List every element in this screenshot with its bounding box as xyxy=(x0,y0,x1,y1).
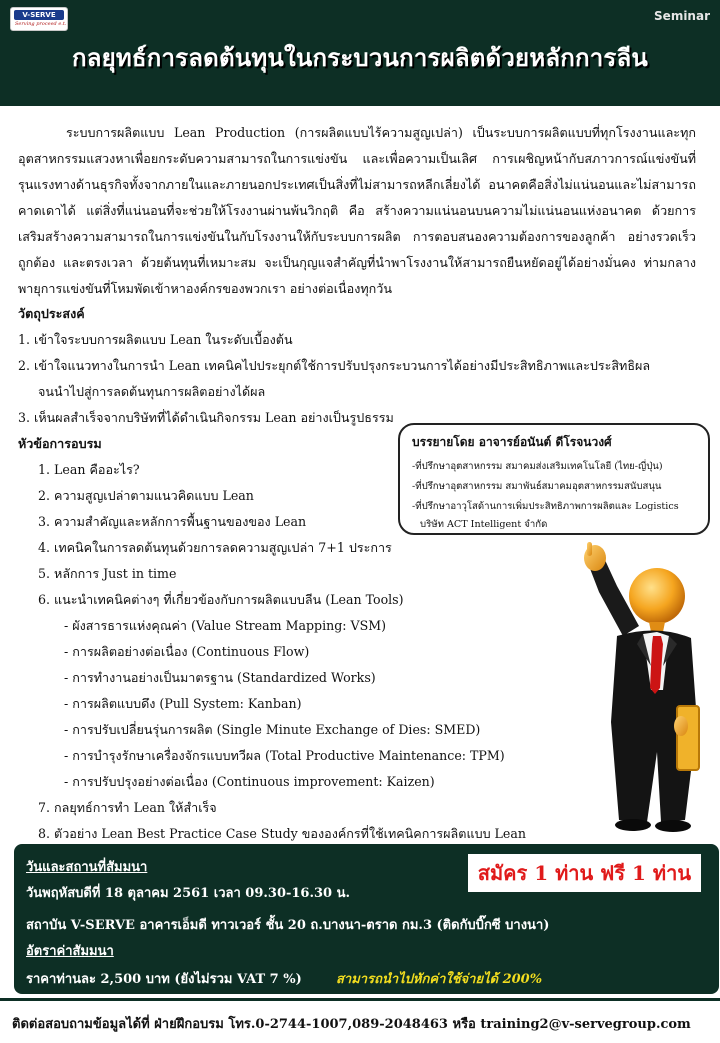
topic-item: 5. หลักการ Just in time xyxy=(38,566,177,581)
tax-deduction-note: สามารถนำไปหักค่าใช้จ่ายได้ 200% xyxy=(336,972,543,987)
topic-item: 6. แนะนำเทคนิคต่างๆ ที่เกี่ยวข้องกับการผลิตแบบลีน (Lean Tools) xyxy=(38,592,404,607)
lean-tool-item: - การปรับเปลี่ยนรุ่นการผลิต (Single Minute Exchange of Dies: SMED) xyxy=(64,722,481,737)
logo-tagline: Serving proceed e.t. xyxy=(15,21,67,27)
intro-paragraph: ระบบการผลิตแบบ Lean Production (การผลิตแบบไร้ความสูญเปล่า) เป็นระบบการผลิตแบบที่ทุกโรงงานและทุกอุตสาหกรรมแสวงหาเพื่อยกระดับความสามารถในการแข่งขัน และเพื่อความเป็นเลิศ การเผชิญหน้ากับสภาวการณ์แข่งขันที่รุนแรงทางด้านธุรกิจทั้งจากภายในและภายนอกประเทศเป็นสิ่งที่ไม่สามารถหลีกเลี่ยงได้ อนาคตคือสิ่งไม่แน่นอนและไม่สามารถคาดเดาได้ แต่สิ่งที่แน่นอนที่จะช่วยให้โรงงานผ่านพ้นวิกฤติ คือ สร้างความแน่นอนบนความไม่แน่นอนแห่งอนาคต ด้วยการเสริมสร้างความสามารถในการแข่งขันในกับโรงงานให้กับระบบการผลิต การตอบสนองความต้องการของลูกค้า อย่างรวดเร็ว ถูกต้อง และตรงเวลา ด้วยต้นทุนที่เหมาะสม จะเป็นกุญแจสำคัญที่นำพาโรงงานให้สามารถยืนหยัดอยู่ได้อย่างมั่นคง ท่ามกลางพายุการแข่งขันที่โหมพัดเข้าหาองค์กรของพวกเรา อย่างต่อเนื่องทุกวัน xyxy=(18,125,696,296)
speaker-company: บริษัท ACT Intelligent จำกัด xyxy=(420,519,548,530)
contact-bar xyxy=(0,998,720,1043)
v-serve-logo xyxy=(10,7,68,31)
topic-item: 7. กลยุทธ์การทำ Lean ให้สำเร็จ xyxy=(38,800,217,815)
seminar-fee: ราคาท่านละ 2,500 บาท (ยังไม่รวม VAT 7 %) xyxy=(26,972,302,987)
promo-badge: สมัคร 1 ท่าน ฟรี 1 ท่าน xyxy=(468,854,701,892)
lean-tool-item: - การผลิตแบบดึง (Pull System: Kanban) xyxy=(64,696,302,711)
topic-item: 3. ความสำคัญและหลักการพื้นฐานของของ Lean xyxy=(38,514,307,529)
lean-tool-item: - ผังสารธารแห่งคุณค่า (Value Stream Mapping: VSM) xyxy=(64,618,387,633)
seminar-venue: สถาบัน V-SERVE อาคารเอ็มดี ทาวเวอร์ ชั้น 20 ถ.บางนา-ตราด กม.3 (ติดกับบิ๊กซี บางนา) xyxy=(26,918,550,933)
objective-item: 3. เห็นผลสำเร็จจากบริษัทที่ได้ดำเนินกิจกรรม Lean อย่างเป็นรูปธรรม xyxy=(18,410,394,425)
topic-item: 2. ความสูญเปล่าตามแนวคิดแบบ Lean xyxy=(38,488,254,503)
seminar-info-panel xyxy=(14,844,719,994)
topic-item: 1. Lean คืออะไร? xyxy=(38,462,140,477)
page-title: กลยุทธ์การลดต้นทุนในกระบวนการผลิตด้วยหลักการลีน xyxy=(72,44,648,72)
fee-heading: อัตราค่าสัมมนา xyxy=(26,944,114,959)
objective-item: 2. เข้าใจแนวทางในการนำ Lean เทคนิคไปประยุกต์ใช้การปรับปรุงกระบวนการได้อย่างมีประสิทธิภาพและประสิทธิผล xyxy=(18,358,651,373)
contact-info: ติดต่อสอบถามข้อมูลได้ที่ ฝ่ายฝึกอบรม โทร.0-2744-1007,089-2048463 หรือ training2@v-servegroup.com xyxy=(12,1017,691,1032)
logo-text: V-SERVE xyxy=(14,10,64,20)
speaker-credential: -ที่ปรึกษาอุตสาหกรรม สมาคมส่งเสริมเทคโนโลยี (ไทย-ญี่ปุ่น) xyxy=(412,461,663,472)
seminar-date: วันพฤหัสบดีที่ 18 ตุลาคม 2561 เวลา 09.30-16.30 น. xyxy=(26,886,351,901)
objectives-heading: วัตถุประสงค์ xyxy=(18,306,85,321)
topics-heading: หัวข้อการอบรม xyxy=(18,436,102,451)
seminar-label: Seminar xyxy=(654,9,710,23)
lean-tool-item: - การผลิตอย่างต่อเนื่อง (Continuous Flow) xyxy=(64,644,310,659)
speaker-title: บรรยายโดย อาจารย์อนันต์ ดีโรจนวงศ์ xyxy=(412,435,612,449)
header-banner xyxy=(0,0,720,106)
lean-tool-item: - การบำรุงรักษาเครื่องจักรแบบทวีผล (Total Productive Maintenance: TPM) xyxy=(64,748,505,763)
lean-tool-item: - การทำงานอย่างเป็นมาตรฐาน (Standardized Works) xyxy=(64,670,376,685)
objective-item: 1. เข้าใจระบบการผลิตแบบ Lean ในระดับเบื้องต้น xyxy=(18,332,293,347)
speaker-credential: -ที่ปรึกษาอาวุโสด้านการเพิ่มประสิทธิภาพการผลิตและ Logistics xyxy=(412,501,679,512)
speaker-box xyxy=(398,423,710,535)
lean-tool-item: - การปรับปรุงอย่างต่อเนื่อง (Continuous improvement: Kaizen) xyxy=(64,774,435,789)
date-venue-heading: วันและสถานที่สัมมนา xyxy=(26,860,148,875)
businessman-illustration xyxy=(565,540,715,840)
speaker-credential: -ที่ปรึกษาอุตสาหกรรม สมาพันธ์สมาคมอุตสาหกรรมสนับสนุน xyxy=(412,481,662,492)
topic-item: 4. เทคนิคในการลดต้นทุนด้วยการลดความสูญเปล่า 7+1 ประการ xyxy=(38,540,392,555)
objective-item-continued: จนนำไปสู่การลดต้นทุนการผลิตอย่างได้ผล xyxy=(38,384,266,399)
topic-item: 8. ตัวอย่าง Lean Best Practice Case Study ขององค์กรที่ใช้เทคนิคการผลิตแบบ Lean xyxy=(38,826,526,841)
